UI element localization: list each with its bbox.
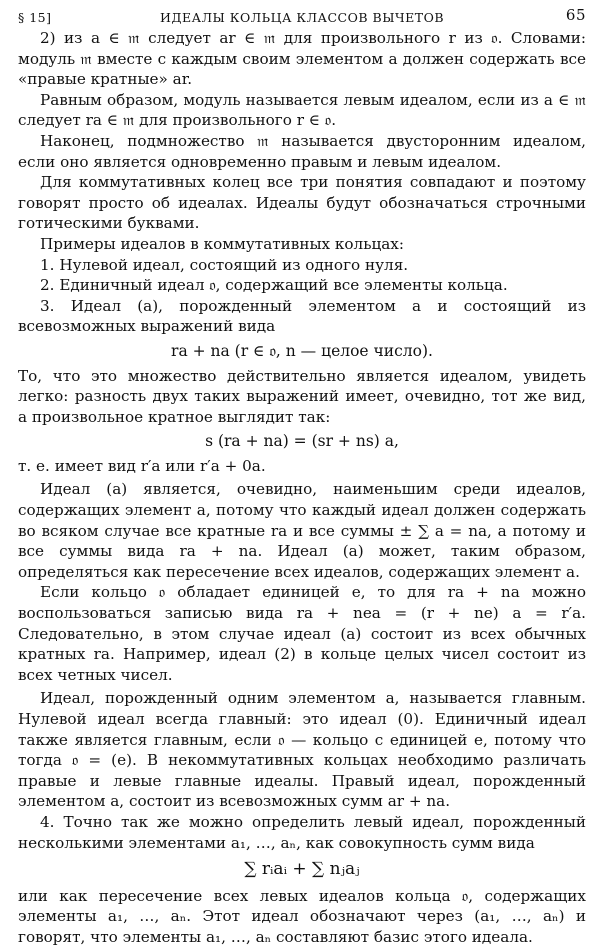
paragraph: Если кольцо 𝔬 обладает единицей e, то для ra + na можно воспользоваться записью вида ra + nea = (r + ne) a = r′a. Следовательно, в этом случае идеал (a) состоит из всех обычных кратных ra. Например, идеал (2) в кольце целых чисел состоит из всех четных чисел.: [18, 583, 586, 684]
paragraph: Идеал (a) является, очевидно, наименьшим среди идеалов, содержащих элемент a, потому что каждый идеал должен содержать во всяком случае все кратные ra и все суммы ± ∑ a = na, а потому и все суммы вида ra + na. Идеал (a) может, таким образом, определяться как пересечение всех идеалов, содержащих элемент a.: [18, 480, 586, 581]
paragraph: Для коммутативных колец все три понятия совпадают и поэтому говорят просто об идеалах. Идеалы будут обозначаться строчными готическими буквами.: [18, 173, 586, 233]
formula-ra-na: ra + na (r ∈ 𝔬, n — целое число).: [171, 341, 433, 360]
running-title: ИДЕАЛЫ КОЛЬЦА КЛАССОВ ВЫЧЕТОВ: [159, 10, 445, 25]
paragraph: Идеал, порожденный одним элементом a, называется главным. Нулевой идеал всегда главный: это идеал (0). Единичный идеал также является главным, если 𝔬 — кольцо с единицей e, потому что тогда 𝔬 = (e). В некоммутативных кольцах необходимо различать правые и левые главные идеалы. Правый идеал, порожденный элементом a, состоит из всевозможных сумм ar + na.: [18, 689, 586, 811]
paragraph: Наконец, подмножество 𝔪 называется двусторонним идеалом, если оно является одновременно правым и левым идеалом.: [18, 131, 586, 171]
paragraph: или как пересечение всех левых идеалов кольца 𝔬, содержащих элементы a₁, …, aₙ. Этот идеал обозначают через (a₁, …, aₙ) и говорят, что элементы a₁, …, aₙ составляют базис этого идеала.: [18, 886, 586, 946]
page-body: [18, 28, 586, 948]
paragraph: 2) из a ∈ 𝔪 следует ar ∈ 𝔪 для произвольного r из 𝔬. Словами: модуль 𝔪 вместе с каждым своим элементом a должен содержать все «правые кратные» ar.: [18, 29, 586, 89]
paragraph: Равным образом, модуль называется левым идеалом, если из a ∈ 𝔪 следует ra ∈ 𝔪 для произвольного r ∈ 𝔬.: [18, 90, 586, 130]
list-item: 2. Единичный идеал 𝔬, содержащий все элементы кольца.: [40, 276, 508, 295]
list-item: 1. Нулевой идеал, состоящий из одного нуля.: [40, 255, 409, 274]
paragraph: т. е. имеет вид r′a или r′a + 0a.: [18, 456, 266, 475]
page-number: 65: [565, 6, 586, 24]
paragraph: 4. Точно так же можно определить левый идеал, порожденный несколькими элементами a₁, …, aₙ, как совокупность сумм вида: [18, 812, 586, 852]
formula-sum: ∑ rᵢaᵢ + ∑ nⱼaⱼ: [244, 859, 360, 880]
list-item: 3. Идеал (a), порожденный элементом a и состоящий из всевозможных выражений вида: [18, 296, 586, 336]
section-ref: § 15]: [18, 10, 52, 25]
paragraph: То, что это множество действительно является идеалом, увидеть легко: разность двух таких выражений имеет, очевидно, тот же вид, а произвольное кратное выглядит так:: [18, 366, 586, 426]
running-header: [18, 6, 586, 28]
formula-multiple: s (ra + na) = (sr + ns) a,: [205, 432, 399, 451]
paragraph: Примеры идеалов в коммутативных кольцах:: [40, 234, 404, 253]
